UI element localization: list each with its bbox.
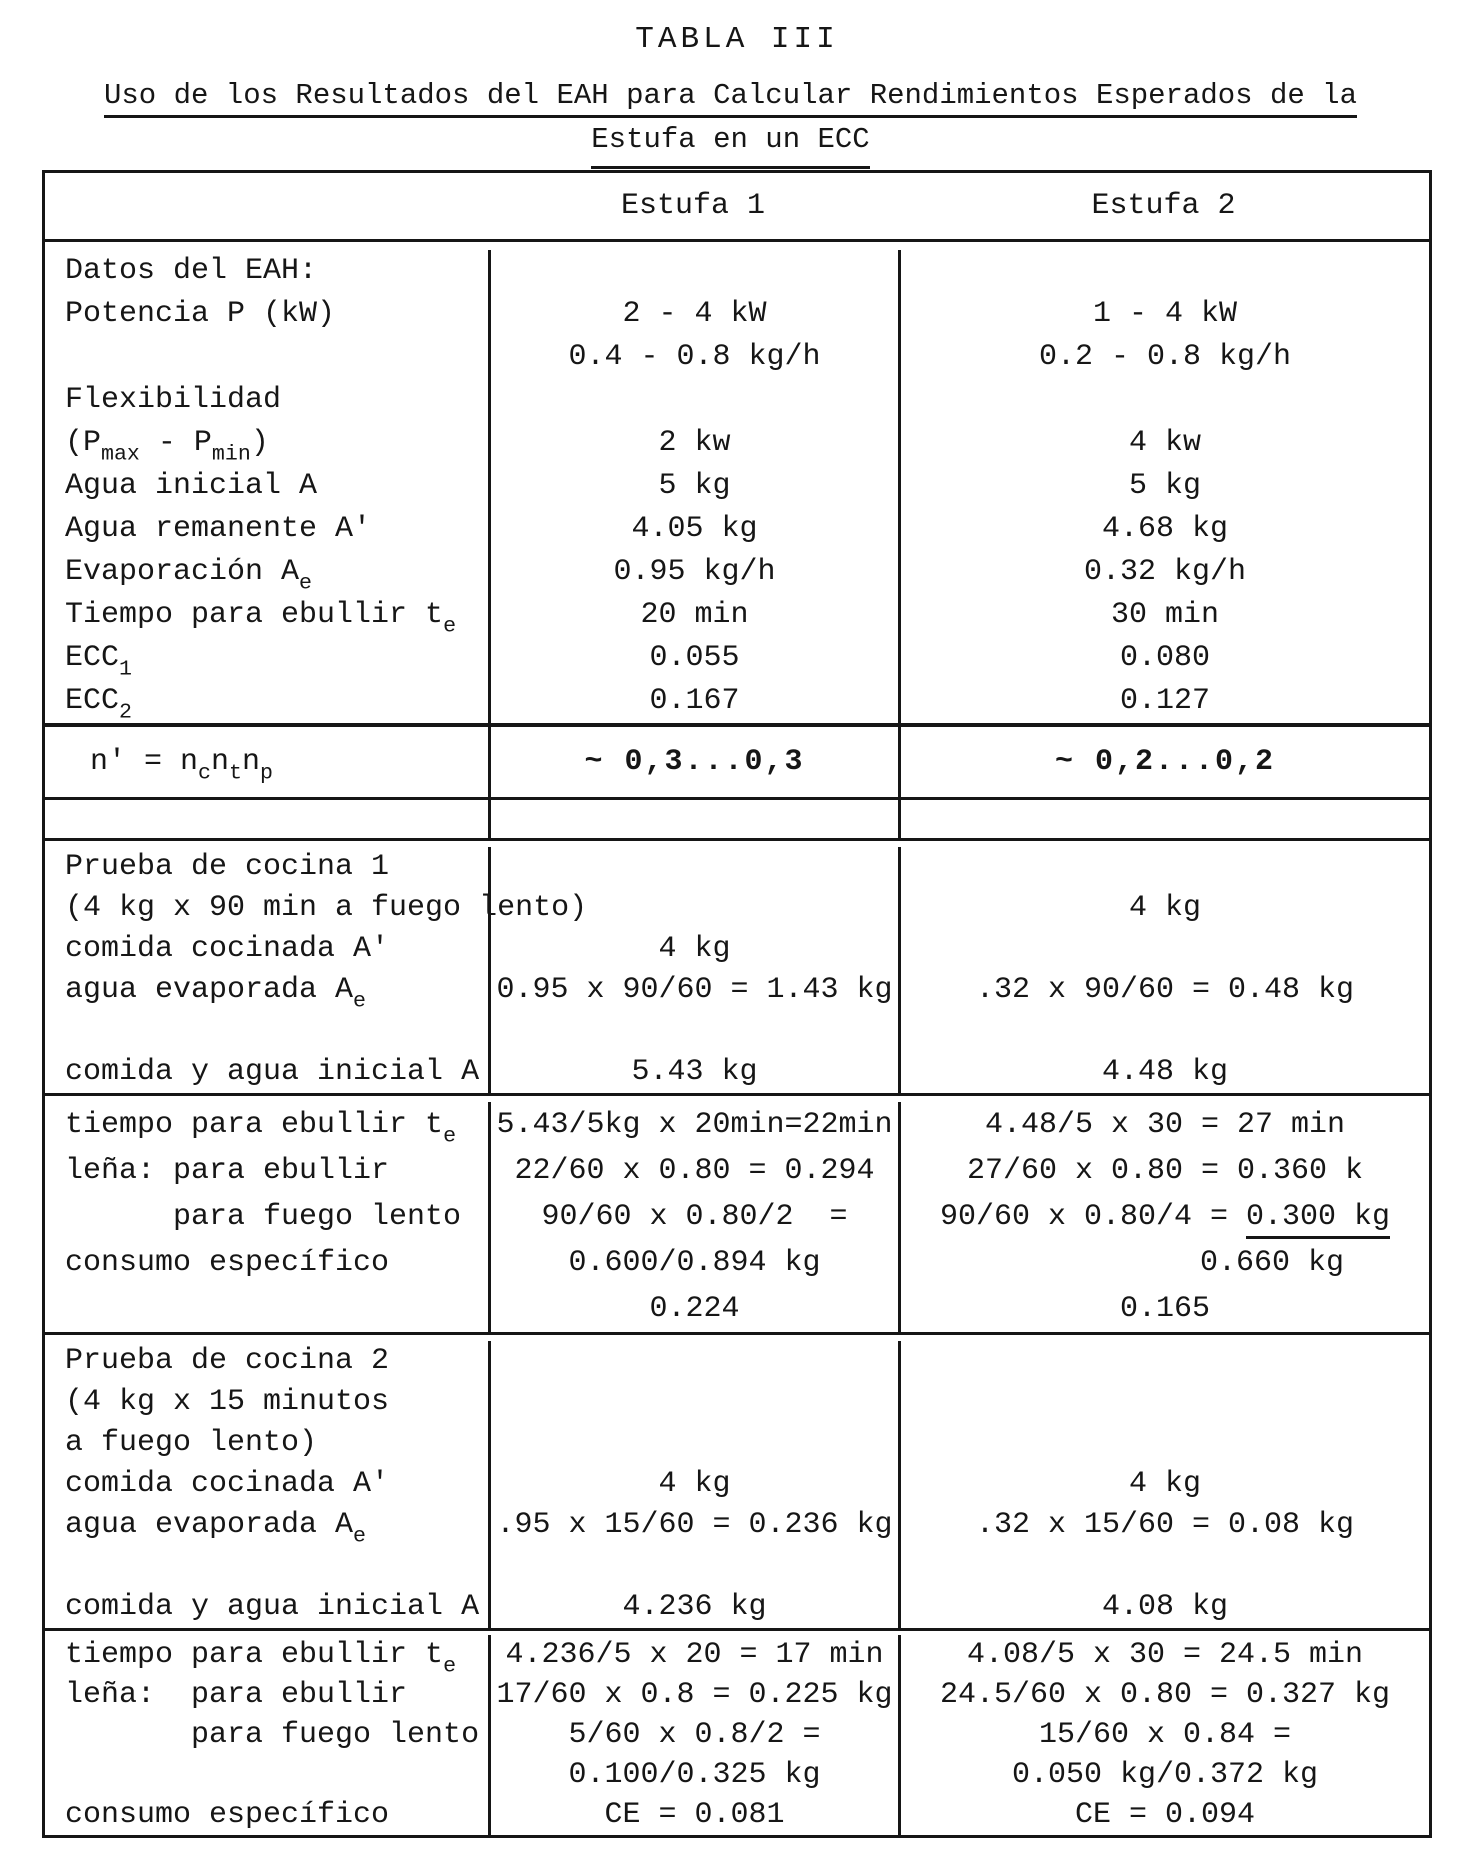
row-label: Flexibilidad (65, 383, 282, 417)
section-prueba-cocina-2 (45, 1332, 1429, 1628)
table-header-row (45, 173, 1429, 239)
cell-estufa1: 4 kg (488, 929, 898, 970)
row-label: leña: para ebullir (65, 1154, 390, 1188)
cell-estufa1 (488, 1423, 898, 1464)
cell-estufa1: 0.4 - 0.8 kg/h (488, 336, 898, 379)
cell-estufa1: 2 kw (488, 422, 898, 465)
cell-estufa1: 0.224 (488, 1286, 898, 1332)
cell-estufa1: .95 x 15/60 = 0.236 kg (488, 1505, 898, 1546)
cell-estufa2: 0.660 kg (898, 1240, 1429, 1286)
row-label: Agua inicial A (65, 469, 318, 503)
cell-estufa1 (488, 847, 898, 888)
row-label: (4 kg x 15 minutos (65, 1385, 390, 1419)
section-lena-2 (45, 1628, 1429, 1835)
row-label: tiempo para ebullir $t_e$ (65, 1638, 457, 1679)
cell-estufa1: 4.236 kg (488, 1587, 898, 1628)
row-label (45, 1546, 488, 1587)
row-label: consumo específico (65, 1798, 390, 1832)
row-label: comida cocinada A' (65, 1467, 390, 1501)
cell-estufa2: 27/60 x 0.80 = 0.360 k (898, 1148, 1429, 1194)
header-divider-line (190, 239, 1432, 242)
cell-estufa2: 0.165 (898, 1286, 1429, 1332)
cell-estufa2: 5 kg (898, 465, 1429, 508)
row-label: agua evaporada $A_e$ (65, 1508, 367, 1549)
section-lena-1 (45, 1093, 1429, 1332)
cell-estufa2: 4.68 kg (898, 508, 1429, 551)
cell-estufa2: 0.080 (898, 637, 1429, 680)
cell-estufa1: 0.055 (488, 637, 898, 680)
cell-estufa2: 4 kg (898, 1464, 1429, 1505)
cell-estufa2: 30 min (898, 594, 1429, 637)
cell-estufa1: 4 kg (488, 1464, 898, 1505)
cell-estufa1: 0.95 x 90/60 = 1.43 kg (488, 970, 898, 1011)
row-label: Agua remanente A' (65, 512, 372, 546)
row-label: Prueba de cocina 1 (65, 850, 390, 884)
row-label: consumo específico (65, 1246, 390, 1280)
column-header-estufa1: Estufa 1 (620, 189, 766, 223)
results-table (42, 170, 1432, 1838)
row-label (45, 1755, 488, 1795)
cell-estufa1 (488, 1011, 898, 1052)
cell-estufa1 (488, 1546, 898, 1587)
cell-estufa1 (488, 379, 898, 422)
row-label: $ECC_1$ (65, 641, 132, 682)
row-label: Prueba de cocina 2 (65, 1344, 390, 1378)
cell-estufa2 (898, 1382, 1429, 1423)
header-spacer (45, 173, 488, 239)
page-title: TABLA III (635, 22, 839, 57)
row-label: (4 kg x 90 min a fuego lento) (65, 891, 588, 925)
section-datos-eah (45, 239, 1429, 723)
cell-estufa1: 0.100/0.325 kg (488, 1755, 898, 1795)
cell-estufa1 (488, 1382, 898, 1423)
cell-estufa1: 0.600/0.894 kg (488, 1240, 898, 1286)
cell-estufa2: ~ 0,2...0,2 (898, 727, 1429, 797)
cell-estufa1: 5.43/5kg x 20min=22min (488, 1102, 898, 1148)
section-empty-band (45, 797, 1429, 838)
cell-estufa1: ~ 0,3...0,3 (488, 727, 898, 797)
cell-estufa2: .32 x 15/60 = 0.08 kg (898, 1505, 1429, 1546)
cell-estufa2: 24.5/60 x 0.80 = 0.327 kg (898, 1675, 1429, 1715)
row-label: Evaporación $A_e$ (65, 555, 313, 596)
cell-estufa2 (898, 1546, 1429, 1587)
cell-estufa2: 15/60 x 0.84 = (898, 1715, 1429, 1755)
row-label: $(P_{max} - P_{min})$ (65, 426, 269, 467)
row-label (45, 336, 488, 379)
cell-estufa2 (898, 929, 1429, 970)
cell-estufa2: 0.32 kg/h (898, 551, 1429, 594)
cell-estufa1 (488, 888, 898, 929)
cell-estufa1: 2 - 4 kW (488, 293, 898, 336)
subtitle-line2: Estufa en un ECC (591, 118, 869, 169)
cell-estufa2 (898, 1423, 1429, 1464)
cell-estufa1: CE = 0.081 (488, 1795, 898, 1835)
cell-estufa1: 0.167 (488, 680, 898, 723)
row-label: comida y agua inicial A (65, 1055, 480, 1089)
subtitle (0, 74, 1461, 169)
cell-estufa2: 4 kg (898, 888, 1429, 929)
column-header-estufa2: Estufa 2 (1091, 189, 1236, 223)
row-label: comida y agua inicial A (65, 1590, 480, 1624)
row-label: comida cocinada A' (65, 932, 390, 966)
section-eficiencia (45, 723, 1429, 797)
cell-estufa1 (488, 1341, 898, 1382)
row-label: leña: para ebullir (65, 1678, 408, 1712)
cell-estufa1: 22/60 x 0.80 = 0.294 (488, 1148, 898, 1194)
cell-estufa2 (898, 1341, 1429, 1382)
cell-estufa2 (898, 847, 1429, 888)
cell-estufa2: 4.48/5 x 30 = 27 min (898, 1102, 1429, 1148)
section-prueba-cocina-1 (45, 838, 1429, 1093)
cell-estufa1: 0.95 kg/h (488, 551, 898, 594)
cell-estufa2: 4.08 kg (898, 1587, 1429, 1628)
cell-estufa2 (898, 250, 1429, 293)
row-label: tiempo para ebullir $t_e$ (65, 1108, 457, 1149)
cell-estufa2: CE = 0.094 (898, 1795, 1429, 1835)
row-label: $ECC_2$ (65, 684, 132, 725)
row-label: $n' = n_cn_tn_p$ (90, 745, 273, 786)
row-label: a fuego lento) (65, 1426, 318, 1460)
row-label: Datos del EAH: (65, 254, 318, 288)
cell-estufa2: 4.48 kg (898, 1052, 1429, 1093)
row-label: para fuego lento (65, 1718, 480, 1752)
cell-estufa2: 0.2 - 0.8 kg/h (898, 336, 1429, 379)
cell-estufa1: 5 kg (488, 465, 898, 508)
cell-estufa2 (898, 1011, 1429, 1052)
cell-estufa1: 5.43 kg (488, 1052, 898, 1093)
row-label (45, 1011, 488, 1052)
cell-estufa2: 1 - 4 kW (898, 293, 1429, 336)
cell-estufa1: 20 min (488, 594, 898, 637)
cell-estufa2: 0.050 kg/0.372 kg (898, 1755, 1429, 1795)
row-label: agua evaporada $A_e$ (65, 973, 367, 1014)
subtitle-line1: Uso de los Resultados del EAH para Calcular Rendimientos Esperados de la (104, 79, 1357, 118)
cell-estufa1 (488, 250, 898, 293)
cell-estufa1: 90/60 x 0.80/2 = (488, 1194, 898, 1240)
cell-estufa2: 90/60 x 0.80/4 = 0.300 kg (898, 1194, 1429, 1240)
row-label (45, 1286, 488, 1332)
cell-estufa2: 4.08/5 x 30 = 24.5 min (898, 1635, 1429, 1675)
cell-estufa2 (898, 379, 1429, 422)
cell-estufa2: 4 kw (898, 422, 1429, 465)
row-label: Potencia P (kW) (65, 297, 336, 331)
cell-estufa2: 0.127 (898, 680, 1429, 723)
row-label: Tiempo para ebullir $t_e$ (65, 598, 457, 639)
cell-estufa2: .32 x 90/60 = 0.48 kg (898, 970, 1429, 1011)
cell-estufa1: 4.236/5 x 20 = 17 min (488, 1635, 898, 1675)
underlined-value: 0.300 kg (1246, 1200, 1390, 1239)
cell-estufa1: 5/60 x 0.8/2 = (488, 1715, 898, 1755)
row-label: para fuego lento (65, 1200, 462, 1234)
cell-estufa1: 4.05 kg (488, 508, 898, 551)
cell-estufa1: 17/60 x 0.8 = 0.225 kg (488, 1675, 898, 1715)
